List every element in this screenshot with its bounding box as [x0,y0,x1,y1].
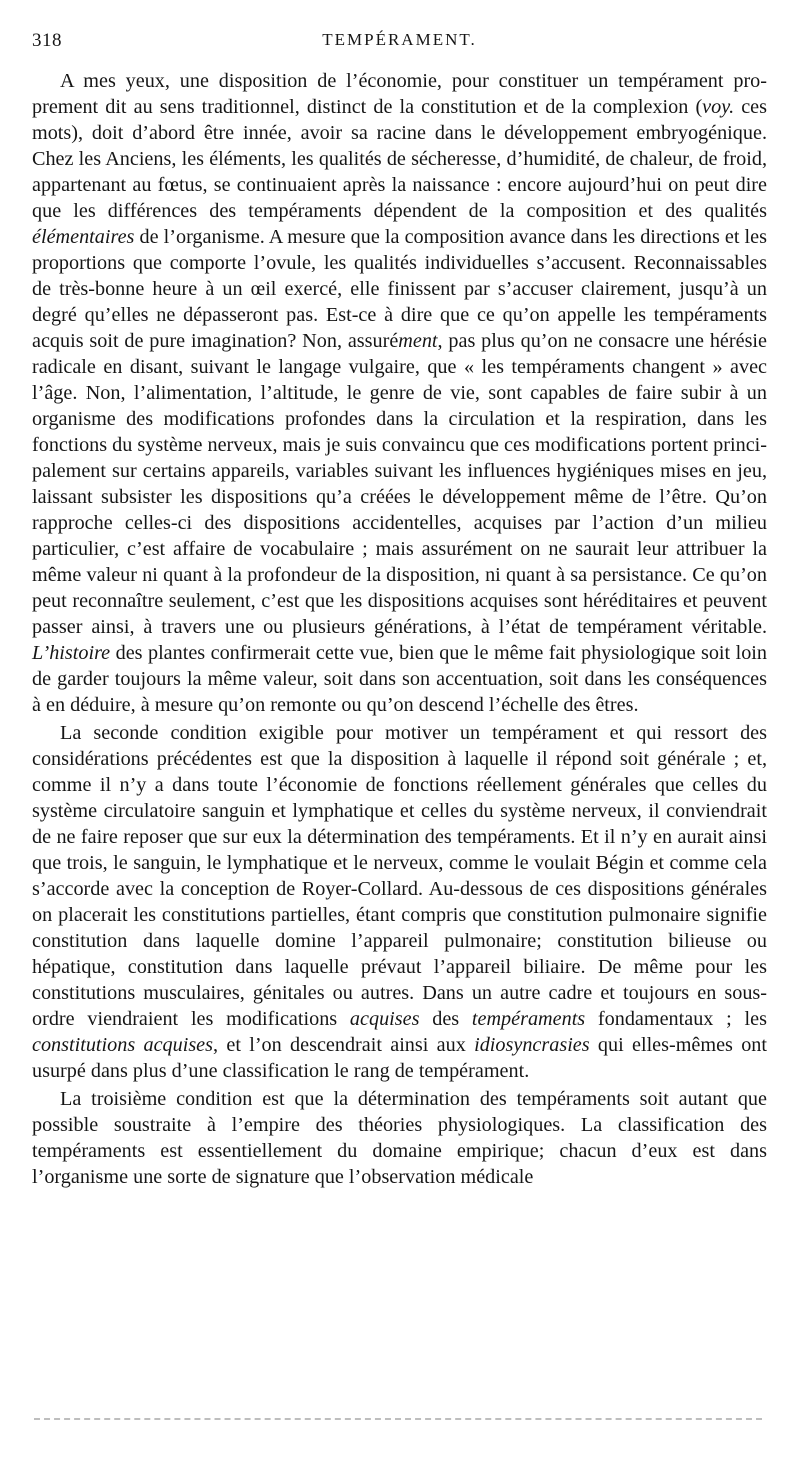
running-title: TEMPÉRAMENT. [322,30,477,49]
page-bottom-artifact [34,1418,762,1420]
running-header [32,30,767,54]
text-segment: des [419,1008,472,1030]
italic-segment: ment [398,330,438,352]
body-text [32,68,767,1190]
paragraph-2 [32,720,767,1084]
italic-segment: voy. [702,96,735,118]
text-segment: de l’organisme. A mesure que la composition avance dans les directions et les proportions que comporte l’ovule, les qualités individuelles s’accusent. Reconnaissables de très-bonne heure à un œil exercé, elle finissent par s’accuser clairement, jusqu’à un degré qu’elles ne dépasseront pas. Est-ce à dire que ce qu’on appelle les tempéraments acquis soit de pure imagination? Non, assuré [32,226,767,352]
text-segment: , et l’on descendrait ainsi aux [213,1034,475,1056]
text-segment: qui elles-mêmes ont usurpé dans plus d’une classification le rang de tempérament. [32,1034,767,1082]
text-segment: A mes yeux, une disposition de l’économie, pour constituer un tempérament proprement dit au sens traditionnel, distinct de la constitution et de la complexion ( [32,70,767,118]
italic-segment: constitutions acquises [32,1034,214,1056]
italic-segment: tempéraments [471,1008,586,1030]
paragraph-1 [32,68,767,718]
text-segment: , pas plus qu’on ne consacre une hérésie radicale en disant, suivant le langage vulgaire, que « les tempéraments changent » avec l’âge. Non, l’alimentation, l’altitude, le genre de vie, sont capables de faire subir à un organisme des modifications profondes dans la circulation et la respiration, dans les fonctions du système nerveux, mais je suis convaincu que ces modifications portent principalement sur certains appareils, variables suivant les influences hygiéniques mises en jeu, laissant subsister les dispositions qu’a créées le développement même de l’être. Qu’on rapproche celles-ci des dispositions accidentelles, acquises par l’action d’un milieu particulier, c’est affaire de vocabulaire ; mais assurément on ne saurait leur attribuer la même valeur ni quant à la profondeur de la disposition, ni quant à sa persistance. Ce qu’on peut reconnaître seulement, c’est que les dispositions acquises sont héréditaires et peuvent passer ainsi, à travers une ou plusieurs générations, à l’état de tempérament véritable. [32,330,767,638]
text-segment: fondamentaux ; les [585,1008,767,1030]
book-page [32,30,767,1190]
text-segment: des plantes confirmerait cette vue, bien que le même fait physiologique soit loin de garder toujours la même valeur, soit dans son accentuation, soit dans les conséquences à en déduire, à mesure qu’on remonte ou qu’on descend l’échelle des êtres. [32,642,767,716]
italic-segment: idiosyncrasies [474,1034,590,1056]
text-segment: La seconde condition exigible pour motiver un tempérament et qui ressort des considérations précédentes est que la disposition à laquelle il répond soit générale ; et, comme il n’y a dans toute l’économie de fonctions réellement générales que celles du système circulatoire sanguin et lymphatique et celles du système nerveux, il conviendrait de ne faire reposer que sur eux la détermination des tempéraments. Et il n’y en aurait ainsi que trois, le sanguin, le lymphatique et le nerveux, comme le voulait Bégin et comme cela s’accorde avec la conception de Royer-Collard. Au-dessous de ces dispositions générales on placerait les constitutions partielles, étant compris que constitution pulmonaire signifie constitution dans laquelle domine l’appareil pulmonaire; constitution bilieuse ou hépatique, constitution dans laquelle prévaut l’appareil biliaire. De même pour les constitutions musculaires, génitales ou autres. Dans un autre cadre et toujours en sous-ordre viendraient les modifications [32,722,767,1030]
page-number: 318 [32,30,62,51]
text-segment: La troisième condition est que la détermination des tempéraments soit autant que possible soustraite à l’empire des théories physiologiques. La classification des tempéraments est essentiellement du domaine empirique; chacun d’eux est dans l’organisme une sorte de signature que l’observation médicale [32,1088,767,1188]
italic-segment: acquises [349,1008,420,1030]
paragraph-3 [32,1086,767,1190]
italic-segment: élémentaires [32,226,135,248]
text-segment: ces mots), doit d’abord être innée, avoir sa racine dans le développement embryogénique. Chez les Anciens, les éléments, les qualités de sécheresse, d’humidité, de chaleur, de froid, appartenant au fœtus, se continuaient après la naissance : encore aujourd’hui on peut dire que les différences des tempéraments dépendent de la composition et des qualités [32,96,767,222]
italic-segment: L’histoire [32,642,111,664]
